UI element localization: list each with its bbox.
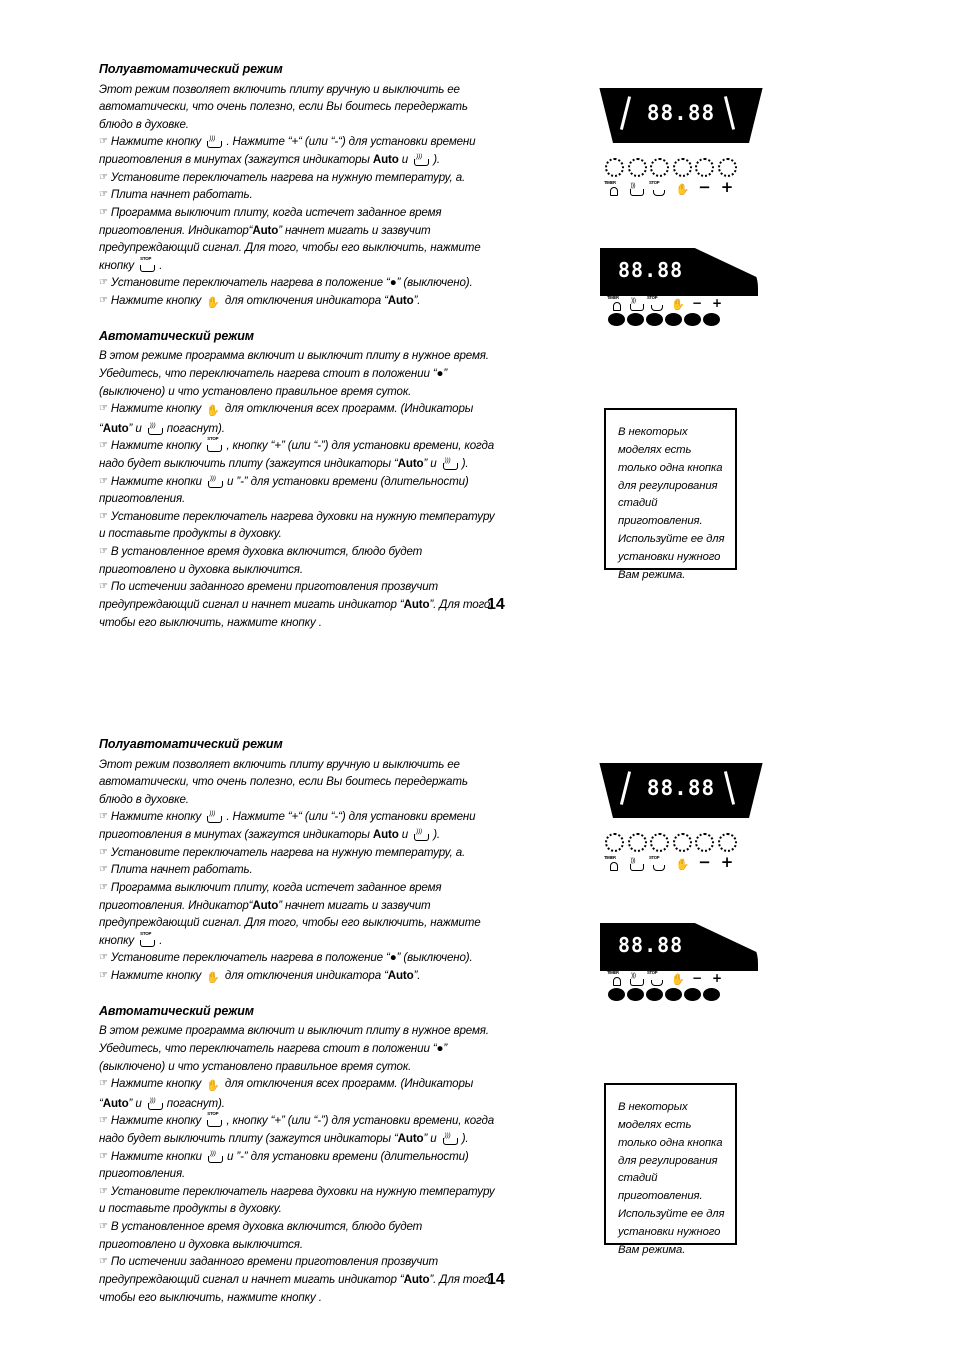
button-labels [605,179,745,197]
bullet-item: ☞ Программа выключит плиту, когда истечет заданное время приготовления. Индикатор“Auto” начнет мигать и зазвучит предупреждающий сигнал. Для того, чтобы его выключить, нажмите кнопку STOP . [99,205,481,272]
minus-icon: − [698,178,711,196]
cooking-pot-icon [206,135,221,148]
button-cooking-pot[interactable] [628,158,647,177]
label-stop-pan [650,179,669,197]
bullet-item: ☞ Установите переключатель нагрева духовки на нужную температуру и поставьте продукты в духовку. [99,1184,495,1216]
cooking-pot-icon [628,857,647,871]
section-title-auto: Автоматический режим [99,1003,254,1018]
button-hand[interactable] [673,158,692,177]
steam-lines: ))) [209,811,216,818]
button-hand[interactable] [673,833,692,852]
pan-shape [207,445,222,452]
button-timer[interactable] [605,833,624,852]
bullet-item: ☞ Нажмите кнопку STOP , кнопку “+” (или “-”) для установки времени, когда надо будет выключить плиту (зажгутся индикаторы “Auto” и ))) ). [99,1111,495,1146]
hand-glyph: ✋ [671,299,685,311]
label-cooking-pot [628,296,646,312]
hand-icon [668,972,686,986]
pointing-hand-bullet-icon: ☞ [99,294,108,306]
seven-segment-display: 88.88 [646,101,716,125]
button-cooking-pot[interactable] [627,313,644,326]
seven-segment-display: 88.88 [618,258,684,282]
button-labels [605,854,745,872]
stop-pan-icon [139,255,154,272]
pan-shape [140,940,155,947]
pot-shape [208,1156,223,1163]
bullet-item: ☞ Нажмите кнопку ✋ для отключения индикатора “Auto”. [99,967,499,987]
bell-shape [610,187,618,196]
stop-text: STOP [647,295,658,300]
label-hand [668,971,686,987]
minus-icon: − [698,853,711,871]
timer-bell-icon [608,297,626,311]
note-box-text: В некоторых моделях есть только одна кнопка для регулирования стадий приготовления. Используйте ее для установки нужного Вам режима. [618,426,725,581]
steam-lines: ))) [444,458,451,465]
text-column [99,737,499,1306]
note-box [604,1083,737,1256]
section-title-semi-auto: Полуавтоматический режим [99,62,283,76]
pot-shape [443,1138,458,1145]
cooking-pot-icon [628,972,646,986]
bell-shape [610,862,618,871]
stop-pan-icon [648,297,666,311]
pointing-hand-bullet-icon: ☞ [99,206,108,218]
bullet-item: ☞ Программа выключит плиту, когда истечет заданное время приготовления. Индикатор“Auto” начнет мигать и зазвучит предупреждающий сигнал. Для того, чтобы его выключить, нажмите кнопку STOP . [99,880,481,947]
pointing-hand-bullet-icon: ☞ [99,864,108,876]
pot-shape [630,304,644,311]
pan-shape [140,265,155,272]
section-intro-semi-auto: Этот режим позволяет включить плиту вручную и выключить ее автоматически, что очень полезно, если Вы боитесь передержать блюдо в духовке. [99,757,468,806]
pot-shape [148,428,163,435]
steam-lines: ))) [209,1150,216,1157]
indicator-label: Auto [387,293,414,307]
pointing-hand-bullet-icon: ☞ [99,1256,108,1268]
control-panel-wedge-buttons [608,296,733,326]
steam-lines: ))) [149,1097,156,1104]
plus-icon: + [720,853,734,871]
button-circles [605,158,745,177]
indicator-label: Auto [102,421,129,435]
stop-text: STOP [207,1111,219,1117]
stop-text: STOP [649,180,660,185]
pointing-hand-bullet-icon: ☞ [99,581,108,593]
bullet-item: ☞ Установите переключатель нагрева на нужную температуру, а. [99,170,466,184]
bullet-item: ☞ Нажмите кнопку ))) . Нажмите “+“ (или “-“) для установки времени приготовления в минутах (зажгутся индикаторы Auto и ))) ). [99,135,476,167]
cooking-pot-icon [413,828,428,841]
plus-icon: + [711,971,723,985]
pointing-hand-bullet-icon: ☞ [99,440,108,452]
pot-shape [630,979,644,986]
timer-text: TIMER [607,970,619,975]
pointing-hand-bullet-icon: ☞ [99,1150,108,1162]
button-minus[interactable] [695,833,714,852]
bullet-item: ☞ Нажмите кнопку ✋ для отключения индикатора “Auto”. [99,292,499,312]
indicator-label: Auto [372,828,399,842]
timer-bell-icon [605,857,624,871]
section-intro-auto: В этом режиме программа включит и выключит плиту в нужное время. Убедитесь, что переключатель нагрева стоит в положении “●” (выключено) и что установлено правильное время суток. [99,1024,489,1073]
button-stop-pan[interactable] [650,833,669,852]
stop-text: STOP [140,255,152,261]
button-circles [605,833,745,852]
section-title-auto: Автоматический режим [99,328,254,343]
pointing-hand-bullet-icon: ☞ [99,546,108,558]
label-cooking-pot [628,971,646,987]
pan-shape [651,305,663,311]
button-dots [608,313,733,326]
control-panel-wedge [600,248,758,296]
pot-shape [414,159,429,166]
stop-pan-icon [650,857,669,871]
bullet-item: ☞ Плита начнет работать. [99,863,253,877]
timer-bell-icon [605,182,624,196]
timer-text: TIMER [604,855,616,860]
pointing-hand-bullet-icon: ☞ [99,171,108,183]
plus-icon: + [711,296,723,310]
pointing-hand-bullet-icon: ☞ [99,811,108,823]
pointing-hand-bullet-icon: ☞ [99,277,108,289]
button-cooking-pot[interactable] [628,833,647,852]
bullet-item: ☞ Установите переключатель нагрева духовки на нужную температуру и поставьте продукты в духовку. [99,509,495,541]
indicator-label: Auto [387,968,414,982]
stop-pan-icon [650,182,669,196]
button-minus[interactable] [684,313,701,326]
hand-glyph: ✋ [675,859,690,871]
pointing-hand-bullet-icon: ☞ [99,969,108,981]
pot-shape [630,864,644,871]
pointing-hand-bullet-icon: ☞ [99,136,108,148]
page-number: 14 [487,1271,505,1288]
label-timer [608,296,626,312]
pot-shape [414,834,429,841]
section-intro-semi-auto: Этот режим позволяет включить плиту вручную и выключить ее автоматически, что очень полезно, если Вы боитесь передержать блюдо в духовке. [99,82,468,131]
seven-segment-display: 88.88 [618,933,684,957]
pointing-hand-bullet-icon: ☞ [99,1185,108,1197]
seven-segment-display: 88.88 [646,776,716,800]
stop-text: STOP [140,930,152,936]
button-plus[interactable] [718,158,737,177]
label-stop-pan [648,971,666,987]
hand-icon: ✋ [206,296,220,309]
label-hand [668,296,686,312]
pan-shape [653,190,665,196]
bullet-item: ☞ Нажмите кнопку STOP , кнопку “+” (или “-”) для установки времени, когда надо будет выключить плиту (зажгутся индикаторы “Auto” и ))) ). [99,436,495,471]
cooking-pot-icon [206,810,221,823]
hand-icon [673,182,692,196]
timer-text: TIMER [604,180,616,185]
indicator-label: Auto [252,898,279,912]
button-dots [608,988,733,1001]
pan-shape [651,980,663,986]
button-plus[interactable] [703,313,720,326]
button-plus[interactable] [718,833,737,852]
section-title-semi-auto: Полуавтоматический режим [99,737,283,751]
label-cooking-pot [628,179,647,197]
label-stop-pan [648,296,666,312]
pot-shape [443,463,458,470]
stop-text: STOP [649,855,660,860]
pointing-hand-bullet-icon: ☞ [99,1115,108,1127]
indicator-label: Auto [102,1096,129,1110]
timer-text: TIMER [607,295,619,300]
stop-text: STOP [647,970,658,975]
indicator-label: Auto [372,153,399,167]
cooking-pot-icon [147,1097,162,1110]
button-stop-pan[interactable] [646,988,663,1001]
bullet-list-auto [99,400,499,631]
hand-glyph: ✋ [671,974,685,986]
pan-shape [207,1120,222,1127]
stop-pan-icon [648,972,666,986]
indicator-label: Auto [403,1272,430,1286]
steam-lines: ))) [631,973,636,979]
minus-icon: − [691,296,703,310]
button-labels [608,296,733,312]
hand-icon: ✋ [206,405,220,418]
bell-shape [613,977,621,986]
cooking-pot-icon [628,297,646,311]
steam-lines: ))) [444,1133,451,1140]
control-panel-trapezoid-buttons [605,833,745,872]
hand-icon: ✋ [206,1080,220,1093]
bullet-list-semi-auto [99,808,499,986]
pan-shape [653,865,665,871]
plus-icon: + [720,178,734,196]
cooking-pot-icon [207,1150,222,1163]
label-hand [673,179,692,197]
label-timer [605,179,624,197]
pointing-hand-bullet-icon: ☞ [99,1221,108,1233]
pot-shape [208,481,223,488]
cooking-pot-icon [628,182,647,196]
pot-shape [207,141,222,148]
pointing-hand-bullet-icon: ☞ [99,881,108,893]
label-timer [605,854,624,872]
cooking-pot-icon [147,422,162,435]
text-column [99,62,499,631]
button-plus[interactable] [703,988,720,1001]
pointing-hand-bullet-icon: ☞ [99,510,108,522]
pointing-hand-bullet-icon: ☞ [99,189,108,201]
section-intro-auto: В этом режиме программа включит и выключит плиту в нужное время. Убедитесь, что переключатель нагрева стоит в положении “●” (выключено) и что установлено правильное время суток. [99,349,489,398]
button-cooking-pot[interactable] [627,988,644,1001]
label-cooking-pot [628,854,647,872]
cooking-pot-icon [413,153,428,166]
label-stop-pan [650,854,669,872]
note-box [604,408,737,581]
hand-icon [673,857,692,871]
control-panel-trapezoid [596,88,766,143]
pointing-hand-bullet-icon: ☞ [99,475,108,487]
steam-lines: ))) [209,136,216,143]
steam-lines: ))) [630,183,635,189]
button-stop-pan[interactable] [650,158,669,177]
steam-lines: ))) [630,858,635,864]
bell-shape [613,302,621,311]
button-timer[interactable] [605,158,624,177]
label-hand [673,854,692,872]
bullet-item: ☞ Нажмите кнопки ))) и ”-” для установки времени (длительности) приготовления. [99,474,469,506]
button-hand[interactable] [665,313,682,326]
control-panel-wedge [600,923,758,971]
hand-icon [668,297,686,311]
button-minus[interactable] [695,158,714,177]
steam-lines: ))) [209,475,216,482]
cooking-pot-icon [442,1132,457,1145]
steam-lines: ))) [416,154,423,161]
bullet-item: ☞ Нажмите кнопку ✋ для отключения всех программ. (Индикаторы “Auto” и ))) погаснут). [99,1077,474,1110]
bullet-item: ☞ Установите переключатель нагрева в положение “●” (выключено). [99,951,473,965]
indicator-label: Auto [397,1132,424,1146]
button-timer[interactable] [608,988,625,1001]
bullet-item: ☞ В установленное время духовка включится, блюдо будет приготовлено и духовка выключится. [99,1220,423,1251]
button-hand[interactable] [665,988,682,1001]
bullet-item: ☞ В установленное время духовка включится, блюдо будет приготовлено и духовка выключится. [99,545,423,576]
bullet-item: ☞ Плита начнет работать. [99,188,253,202]
page-number: 14 [487,596,505,613]
bullet-item: ☞ По истечении заданного времени приготовления прозвучит предупреждающий сигнал и начнет мигать индикатор “Auto”. Для того, чтобы его выключить, нажмите кнопку . [99,1255,494,1304]
button-stop-pan[interactable] [646,313,663,326]
steam-lines: ))) [149,422,156,429]
pot-shape [207,816,222,823]
pointing-hand-bullet-icon: ☞ [99,1078,108,1090]
indicator-label: Auto [252,223,279,237]
control-panel-wedge-buttons [608,971,733,1001]
page-half [0,675,954,1350]
bullet-item: ☞ Нажмите кнопку ))) . Нажмите “+“ (или “-“) для установки времени приготовления в минутах (зажгутся индикаторы Auto и ))) ). [99,810,476,842]
stop-text: STOP [207,436,219,442]
cooking-pot-icon [207,475,222,488]
minus-icon: − [691,971,703,985]
pot-shape [630,189,644,196]
button-labels [608,971,733,987]
pot-shape [148,1103,163,1110]
bullet-item: ☞ По истечении заданного времени приготовления прозвучит предупреждающий сигнал и начнет мигать индикатор “Auto”. Для того, чтобы его выключить, нажмите кнопку . [99,580,494,629]
control-panel-trapezoid-buttons [605,158,745,197]
pointing-hand-bullet-icon: ☞ [99,846,108,858]
bullet-list-semi-auto [99,133,499,311]
hand-icon: ✋ [206,971,220,984]
hand-glyph: ✋ [675,184,690,196]
indicator-label: Auto [403,597,430,611]
bullet-item: ☞ Установите переключатель нагрева в положение “●” (выключено). [99,276,473,290]
stop-pan-icon [206,436,221,452]
bullet-item: ☞ Нажмите кнопку ✋ для отключения всех программ. (Индикаторы “Auto” и ))) погаснут). [99,402,474,435]
steam-lines: ))) [416,829,423,836]
stop-pan-icon [139,930,154,947]
timer-bell-icon [608,972,626,986]
bullet-item: ☞ Нажмите кнопки ))) и ”-” для установки времени (длительности) приготовления. [99,1149,469,1181]
control-panel-trapezoid [596,763,766,818]
note-box-text: В некоторых моделях есть только одна кнопка для регулирования стадий приготовления. Используйте ее для установки нужного Вам режима. [618,1101,725,1256]
bullet-item: ☞ Установите переключатель нагрева на нужную температуру, а. [99,845,466,859]
steam-lines: ))) [631,298,636,304]
stop-pan-icon [206,1111,221,1127]
cooking-pot-icon [442,457,457,470]
label-timer [608,971,626,987]
bullet-list-auto [99,1075,499,1306]
pointing-hand-bullet-icon: ☞ [99,952,108,964]
button-timer[interactable] [608,313,625,326]
indicator-label: Auto [397,457,424,471]
pointing-hand-bullet-icon: ☞ [99,403,108,415]
button-minus[interactable] [684,988,701,1001]
